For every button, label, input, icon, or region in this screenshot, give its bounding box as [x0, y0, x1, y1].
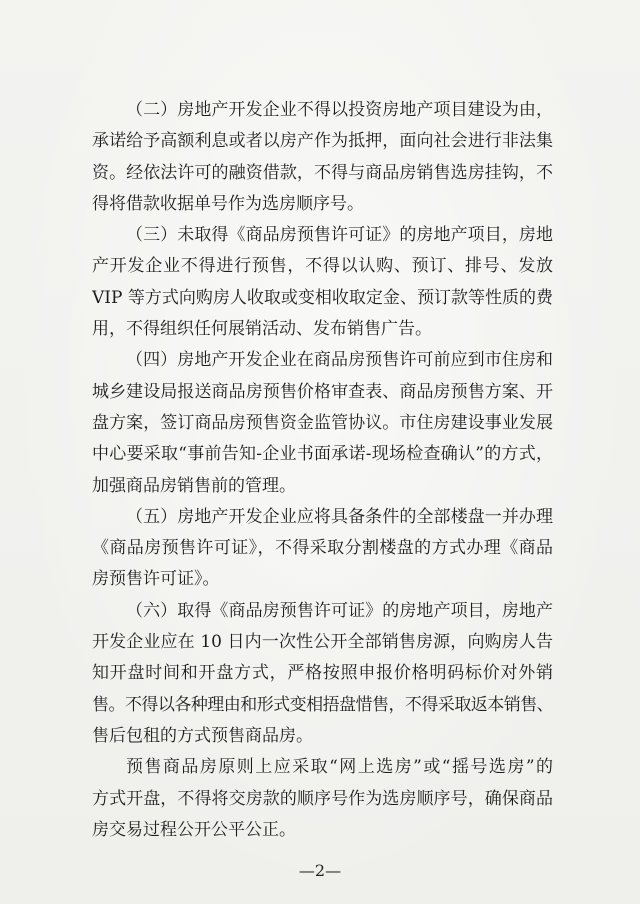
paragraph-line: 预售商品房原则上应采取“网上选房”或“摇号选房”的: [126, 757, 553, 778]
paragraph-line: 加强商品房销售前的管理。: [92, 475, 296, 496]
paragraph-line: （二）房地产开发企业不得以投资房地产项目建设为由，: [126, 100, 553, 120]
paragraph-line: 售。不得以各种理由和形式变相捂盘惜售，不得采取返本销售、: [92, 694, 553, 715]
paragraph-line: 承诺给予高额利息或者以房产作为抵押，面向社会进行非法集: [92, 131, 553, 152]
paragraph-line: 方式开盘，不得将交房款的顺序号作为选房顺序号，确保商品: [92, 788, 553, 809]
paragraph-line: 售后包租的方式预售商品房。: [92, 725, 313, 746]
document-body: [92, 95, 553, 846]
paragraph-6: [92, 596, 553, 752]
paragraph-line: 城乡建设局报送商品房预售价格审查表、商品房预售方案、开: [92, 381, 553, 402]
page-number: —2—: [298, 861, 342, 880]
paragraph-2: [92, 95, 553, 220]
paragraph-line: 房预售许可证》。: [92, 569, 220, 590]
paragraph-line: 用，不得组织任何展销活动、发布销售广告。: [92, 319, 432, 340]
paragraph-line: （三）未取得《商品房预售许可证》的房地产项目，房地: [126, 225, 553, 246]
paragraph-line: 得将借款收据单号作为选房顺序号。: [92, 193, 364, 214]
paragraph-line: 盘方案，签订商品房预售资金监管协议。市住房建设事业发展: [92, 412, 553, 433]
paragraph-line: （六）取得《商品房预售许可证》的房地产项目，房地产: [126, 600, 553, 621]
paragraph-line: 产开发企业不得进行预售，不得以认购、预订、排号、发放: [92, 256, 553, 277]
paragraph-4: [92, 345, 553, 501]
paragraph-line: 资。经依法许可的融资借款，不得与商品房销售选房挂钩，不: [92, 162, 553, 183]
paragraph-presale-selection: [92, 752, 553, 846]
paragraph-line: （五）房地产开发企业应将具备条件的全部楼盘一并办理: [126, 506, 553, 527]
paragraph-line: VIP 等方式向购房人收取或变相收取定金、预订款等性质的费: [92, 287, 553, 308]
paragraph-3: [92, 220, 553, 345]
paragraph-line: （四）房地产开发企业在商品房预售许可前应到市住房和: [126, 350, 553, 371]
paragraph-5: [92, 502, 553, 596]
paragraph-line: 《商品房预售许可证》，不得采取分割楼盘的方式办理《商品: [92, 538, 553, 559]
paragraph-line: 开发企业应在 10 日内一次性公开全部销售房源，向购房人告: [92, 632, 553, 653]
paragraph-line: 房交易过程公开公平公正。: [92, 819, 296, 840]
paragraph-line: 中心要采取“事前告知-企业书面承诺-现场检查确认”的方式，: [92, 444, 553, 465]
paragraph-line: 知开盘时间和开盘方式，严格按照申报价格明码标价对外销: [92, 663, 553, 684]
